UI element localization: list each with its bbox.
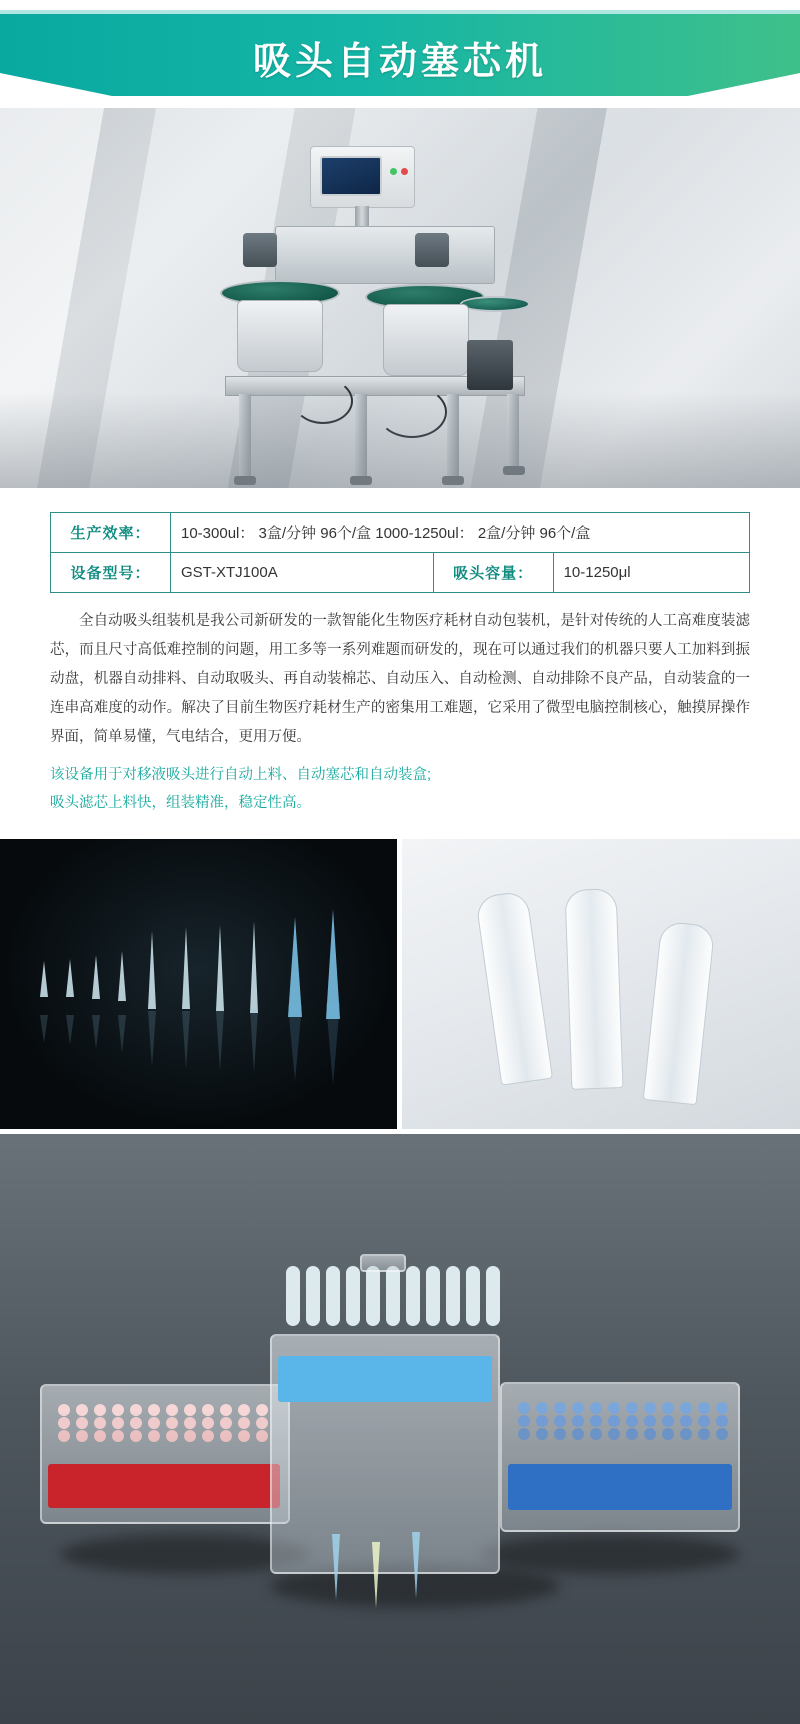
tip-rack-cyan — [278, 1356, 492, 1402]
spec-value-capacity: 10-1250μl — [553, 553, 749, 593]
machine-head-assembly — [275, 226, 495, 284]
machine-leg — [355, 394, 367, 480]
spec-label-efficiency: 生产效率： — [51, 513, 171, 553]
highlight-block — [0, 756, 800, 839]
gallery-row — [0, 839, 800, 1129]
indicator-led-red — [401, 168, 408, 175]
photo-tip-boxes — [0, 1134, 800, 1724]
stray-tip-3 — [412, 1532, 420, 1598]
machine-illustration — [215, 128, 585, 478]
machine-foot — [234, 476, 256, 485]
feeder-drum-right — [383, 304, 469, 376]
page-banner — [0, 0, 800, 108]
stray-tip-2 — [372, 1542, 380, 1608]
vibration-bowl-small — [460, 296, 530, 312]
machine-leg — [447, 394, 459, 480]
feeder-drum-left — [237, 300, 323, 372]
machine-foot — [350, 476, 372, 485]
machine-electrical-box — [467, 340, 513, 390]
tip-rack-red — [48, 1464, 280, 1508]
tip-grid-right — [518, 1402, 732, 1439]
spec-table — [50, 512, 750, 593]
machine-hose-2 — [377, 386, 447, 438]
spec-value-model: GST-XTJ100A — [171, 553, 434, 593]
table-row — [51, 553, 750, 593]
photo-tips-light — [402, 839, 800, 1129]
tip-rack-blue — [508, 1464, 732, 1510]
machine-touchscreen — [320, 156, 382, 196]
machine-leg — [507, 394, 519, 470]
hero-machine-photo — [0, 108, 800, 488]
indicator-led-green — [390, 168, 397, 175]
machine-foot — [442, 476, 464, 485]
spec-label-capacity: 吸头容量： — [433, 553, 553, 593]
spec-table-wrap — [0, 488, 800, 593]
photo-tips-dark — [0, 839, 397, 1129]
table-row — [51, 513, 750, 553]
machine-motor-left — [243, 233, 277, 267]
highlight-line-1: 该设备用于对移液吸头进行自动上料、自动塞芯和自动装盒; — [50, 767, 432, 783]
machine-foot — [503, 466, 525, 475]
page-title: 吸头自动塞芯机 — [252, 41, 547, 83]
description-paragraph: 全自动吸头组装机是我公司新研发的一款智能化生物医疗耗材自动包装机，是针对传统的人工高难度装滤芯，而且尺寸高低难控制的问题，用工多等一系列难题而研发的，现在可以通过我们的机器只要人工加料到振动盘，机器自动排料、自动取吸头、再自动装棉芯、自动压入、自动检测、自动排除不良产品，自动装盒的一连串高难度的动作。解决了目前生物医疗耗材生产的密集用工难题，它采用了微型电脑控制核心，触摸屏操作界面，简单易懂，气电结合，更用万便。 — [50, 613, 750, 745]
machine-hose-1 — [293, 378, 353, 424]
machine-leg — [239, 394, 251, 480]
spec-value-efficiency: 10-300ul： 3盒/分钟 96个/盒 1000-1250ul： 2盒/分钟 96个/盒 — [171, 513, 750, 553]
highlight-line-2: 吸头滤芯上料快，组装精准，稳定性高。 — [50, 794, 311, 811]
spec-label-model: 设备型号： — [51, 553, 171, 593]
tip-box-center-lid-tab — [360, 1254, 406, 1272]
machine-motor-right — [415, 233, 449, 267]
stray-tip-1 — [332, 1534, 340, 1600]
tip-grid-left — [58, 1404, 272, 1441]
